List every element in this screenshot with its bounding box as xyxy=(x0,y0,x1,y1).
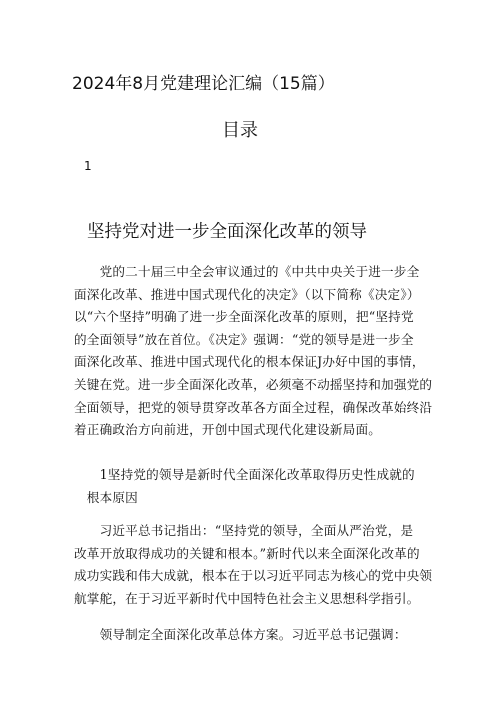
paragraph-line: 航掌舵，在于习近平新时代中国特色社会主义思想科学指引。 xyxy=(74,590,420,606)
paragraph-intro xyxy=(74,261,434,442)
paragraph-line: 成功实践和伟大成就，根本在于以习近平同志为核心的党中央领 xyxy=(74,568,433,584)
section-title: 坚持党对进一步全面深化改革的领导 xyxy=(87,222,367,242)
paragraph-quote xyxy=(74,520,434,610)
paragraph-line: 着正确政治方向前进，开创中国式现代化建设新局面。 xyxy=(74,422,382,438)
paragraph-line: 改革开放取得成功的关键和根本。”新时代以来全面深化改革的 xyxy=(74,545,420,561)
paragraph-line: 的全面领导”放在首位。《决定》强调：“党的领导是进一步全 xyxy=(74,331,414,347)
paragraph-final xyxy=(74,624,434,647)
paragraph-line: 面深化改革、推进中国式现代化的根本保证J办好中国的事情， xyxy=(74,354,425,370)
paragraph-line: 习近平总书记指出：“坚持党的领导，全面从严治党，是 xyxy=(74,523,414,538)
document-title: 2024年8月党建理论汇编（15篇） xyxy=(72,74,335,94)
paragraph-line: 根本原因 xyxy=(74,489,138,505)
paragraph-line: 党的二十届三中全会审议通过的《中共中央关于进一步全 xyxy=(74,264,420,279)
paragraph-line: 以“六个坚持”明确了进一步全面深化改革的原则，把“坚持党 xyxy=(74,309,414,325)
paragraph-line: 全面领导，把党的领导贯穿改革各方面全过程，确保改革始终沿 xyxy=(74,399,433,415)
toc-item-number: 1 xyxy=(84,159,92,173)
toc-heading: 目录 xyxy=(222,120,258,141)
paragraph-line: 关键在党。进一步全面深化改革，必须毫不动摇坚持和加强党的 xyxy=(74,376,433,392)
paragraph-line: 领导制定全面深化改革总体方案。习近平总书记强调： xyxy=(74,627,407,642)
paragraph-line: 1坚持党的领导是新时代全面深化改革取得历史性成就的 xyxy=(74,467,415,482)
paragraph-line: 面深化改革、推进中国式现代化的决定》（以下简称《决定》） xyxy=(74,286,420,302)
subheading-paragraph xyxy=(74,464,434,509)
